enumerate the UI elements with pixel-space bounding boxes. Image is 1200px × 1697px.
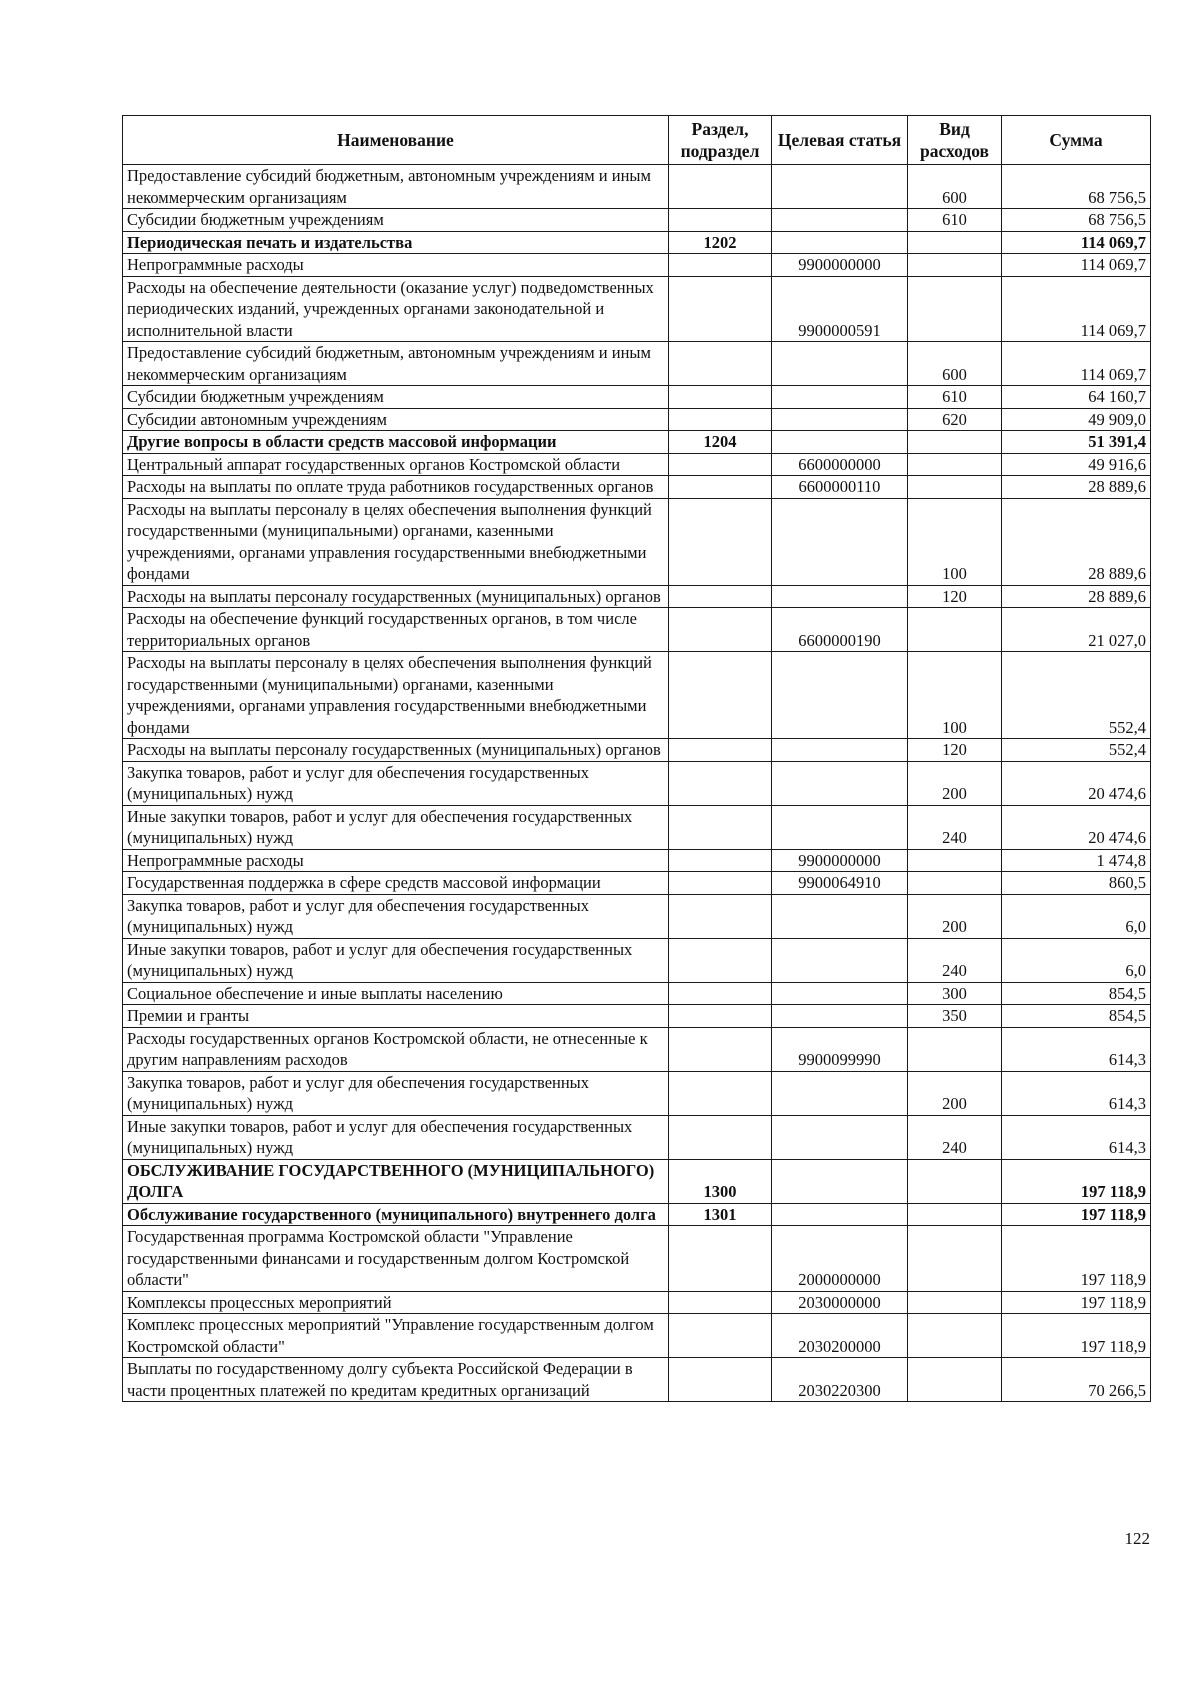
table-row	[123, 585, 1151, 608]
row-type-cell	[908, 1159, 1002, 1203]
table-row	[123, 1005, 1151, 1028]
row-section-cell	[669, 408, 772, 431]
table-header-row	[123, 116, 1151, 165]
table-row	[123, 608, 1151, 652]
row-type-cell: 120	[908, 739, 1002, 762]
table-row	[123, 982, 1151, 1005]
row-sum-cell: 28 889,6	[1002, 585, 1151, 608]
table-row	[123, 498, 1151, 585]
row-sum-cell: 614,3	[1002, 1115, 1151, 1159]
row-article-cell: 2030220300	[772, 1358, 908, 1402]
table-row	[123, 849, 1151, 872]
row-sum-cell: 114 069,7	[1002, 254, 1151, 277]
table-row	[123, 1291, 1151, 1314]
table-row	[123, 476, 1151, 499]
table-row	[123, 1159, 1151, 1203]
table-row	[123, 231, 1151, 254]
table-row	[123, 1203, 1151, 1226]
row-sum-cell: 28 889,6	[1002, 476, 1151, 499]
row-article-cell	[772, 1005, 908, 1028]
row-type-cell: 200	[908, 894, 1002, 938]
table-row	[123, 1115, 1151, 1159]
row-type-cell	[908, 453, 1002, 476]
table-row	[123, 1226, 1151, 1292]
row-name-cell: Комплексы процессных мероприятий	[123, 1291, 669, 1314]
row-sum-cell: 1 474,8	[1002, 849, 1151, 872]
row-article-cell	[772, 1071, 908, 1115]
row-section-cell	[669, 585, 772, 608]
row-article-cell	[772, 231, 908, 254]
row-article-cell: 2000000000	[772, 1226, 908, 1292]
row-sum-cell: 68 756,5	[1002, 209, 1151, 232]
row-section-cell	[669, 1115, 772, 1159]
row-type-cell: 620	[908, 408, 1002, 431]
row-article-cell: 6600000110	[772, 476, 908, 499]
row-section-cell	[669, 342, 772, 386]
row-section-cell	[669, 276, 772, 342]
row-type-cell: 100	[908, 652, 1002, 739]
row-type-cell	[908, 1291, 1002, 1314]
row-article-cell	[772, 498, 908, 585]
row-type-cell	[908, 849, 1002, 872]
table-row	[123, 165, 1151, 209]
row-article-cell	[772, 739, 908, 762]
table-row	[123, 453, 1151, 476]
row-name-cell: Центральный аппарат государственных органов Костромской области	[123, 453, 669, 476]
header-section: Раздел, подраздел	[669, 116, 772, 165]
row-article-cell	[772, 585, 908, 608]
row-section-cell: 1300	[669, 1159, 772, 1203]
row-sum-cell: 6,0	[1002, 938, 1151, 982]
row-section-cell	[669, 1358, 772, 1402]
table-row	[123, 209, 1151, 232]
row-sum-cell: 51 391,4	[1002, 431, 1151, 454]
row-sum-cell: 197 118,9	[1002, 1291, 1151, 1314]
row-sum-cell: 552,4	[1002, 739, 1151, 762]
row-article-cell	[772, 982, 908, 1005]
row-type-cell: 350	[908, 1005, 1002, 1028]
row-article-cell	[772, 805, 908, 849]
row-section-cell	[669, 1005, 772, 1028]
row-sum-cell: 21 027,0	[1002, 608, 1151, 652]
row-type-cell	[908, 231, 1002, 254]
row-type-cell: 100	[908, 498, 1002, 585]
row-article-cell	[772, 1115, 908, 1159]
row-name-cell: Комплекс процессных мероприятий "Управление государственным долгом Костромской области"	[123, 1314, 669, 1358]
row-type-cell	[908, 276, 1002, 342]
row-type-cell: 200	[908, 1071, 1002, 1115]
row-name-cell: Расходы на обеспечение функций государственных органов, в том числе территориальных органов	[123, 608, 669, 652]
row-article-cell: 9900099990	[772, 1027, 908, 1071]
row-sum-cell: 197 118,9	[1002, 1314, 1151, 1358]
row-article-cell	[772, 431, 908, 454]
row-article-cell: 9900064910	[772, 872, 908, 895]
row-name-cell: Государственная программа Костромской области "Управление государственными финансами и государственным долгом Костромской области"	[123, 1226, 669, 1292]
row-section-cell	[669, 805, 772, 849]
table-row	[123, 1027, 1151, 1071]
row-section-cell: 1301	[669, 1203, 772, 1226]
header-type: Вид расходов	[908, 116, 1002, 165]
table-row	[123, 1071, 1151, 1115]
row-article-cell	[772, 761, 908, 805]
row-name-cell: Непрограммные расходы	[123, 254, 669, 277]
header-sum: Сумма	[1002, 116, 1151, 165]
row-name-cell: Государственная поддержка в сфере средств массовой информации	[123, 872, 669, 895]
table-row	[123, 386, 1151, 409]
row-sum-cell: 860,5	[1002, 872, 1151, 895]
row-section-cell	[669, 1226, 772, 1292]
row-name-cell: Расходы на выплаты по оплате труда работников государственных органов	[123, 476, 669, 499]
row-name-cell: Расходы на выплаты персоналу государственных (муниципальных) органов	[123, 585, 669, 608]
row-section-cell	[669, 476, 772, 499]
row-name-cell: Премии и гранты	[123, 1005, 669, 1028]
row-type-cell	[908, 1226, 1002, 1292]
row-section-cell	[669, 453, 772, 476]
table-row	[123, 761, 1151, 805]
table-row	[123, 1314, 1151, 1358]
row-article-cell: 9900000000	[772, 254, 908, 277]
row-sum-cell: 28 889,6	[1002, 498, 1151, 585]
row-article-cell: 2030000000	[772, 1291, 908, 1314]
table-row	[123, 872, 1151, 895]
row-sum-cell: 614,3	[1002, 1071, 1151, 1115]
row-type-cell	[908, 608, 1002, 652]
row-name-cell: Иные закупки товаров, работ и услуг для обеспечения государственных (муниципальных) нужд	[123, 1115, 669, 1159]
row-sum-cell: 49 909,0	[1002, 408, 1151, 431]
table-row	[123, 805, 1151, 849]
row-section-cell	[669, 894, 772, 938]
row-name-cell: Иные закупки товаров, работ и услуг для обеспечения государственных (муниципальных) нужд	[123, 805, 669, 849]
row-article-cell: 2030200000	[772, 1314, 908, 1358]
table-row	[123, 276, 1151, 342]
row-section-cell	[669, 1291, 772, 1314]
row-sum-cell: 552,4	[1002, 652, 1151, 739]
row-type-cell	[908, 254, 1002, 277]
row-sum-cell: 614,3	[1002, 1027, 1151, 1071]
row-article-cell	[772, 1159, 908, 1203]
table-row	[123, 254, 1151, 277]
row-type-cell: 240	[908, 805, 1002, 849]
row-type-cell: 600	[908, 342, 1002, 386]
row-article-cell: 9900000591	[772, 276, 908, 342]
row-name-cell: Обслуживание государственного (муниципального) внутреннего долга	[123, 1203, 669, 1226]
row-name-cell: Периодическая печать и издательства	[123, 231, 669, 254]
table-row	[123, 431, 1151, 454]
row-section-cell	[669, 386, 772, 409]
header-name: Наименование	[123, 116, 669, 165]
row-name-cell: Закупка товаров, работ и услуг для обеспечения государственных (муниципальных) нужд	[123, 894, 669, 938]
row-type-cell	[908, 1358, 1002, 1402]
row-type-cell: 600	[908, 165, 1002, 209]
row-article-cell	[772, 386, 908, 409]
row-name-cell: Расходы на выплаты персоналу государственных (муниципальных) органов	[123, 739, 669, 762]
row-article-cell	[772, 894, 908, 938]
row-section-cell	[669, 1071, 772, 1115]
row-sum-cell: 197 118,9	[1002, 1159, 1151, 1203]
row-sum-cell: 6,0	[1002, 894, 1151, 938]
page-number: 122	[1124, 1529, 1150, 1548]
row-section-cell: 1204	[669, 431, 772, 454]
row-type-cell: 240	[908, 938, 1002, 982]
row-article-cell	[772, 165, 908, 209]
row-section-cell	[669, 652, 772, 739]
row-sum-cell: 20 474,6	[1002, 805, 1151, 849]
row-article-cell	[772, 342, 908, 386]
row-section-cell	[669, 608, 772, 652]
table-row	[123, 342, 1151, 386]
row-article-cell: 9900000000	[772, 849, 908, 872]
row-sum-cell: 197 118,9	[1002, 1203, 1151, 1226]
row-type-cell	[908, 872, 1002, 895]
row-type-cell: 610	[908, 386, 1002, 409]
row-section-cell	[669, 761, 772, 805]
row-sum-cell: 20 474,6	[1002, 761, 1151, 805]
row-name-cell: Непрограммные расходы	[123, 849, 669, 872]
row-section-cell	[669, 1027, 772, 1071]
row-name-cell: Субсидии автономным учреждениям	[123, 408, 669, 431]
row-article-cell	[772, 408, 908, 431]
row-article-cell	[772, 209, 908, 232]
row-article-cell	[772, 938, 908, 982]
row-name-cell: Социальное обеспечение и иные выплаты населению	[123, 982, 669, 1005]
row-name-cell: Предоставление субсидий бюджетным, автономным учреждениям и иным некоммерческим организациям	[123, 165, 669, 209]
row-sum-cell: 64 160,7	[1002, 386, 1151, 409]
row-type-cell	[908, 1203, 1002, 1226]
row-section-cell	[669, 849, 772, 872]
row-type-cell	[908, 431, 1002, 454]
row-name-cell: Выплаты по государственному долгу субъекта Российской Федерации в части процентных платежей по кредитам кредитных организаций	[123, 1358, 669, 1402]
row-sum-cell: 49 916,6	[1002, 453, 1151, 476]
row-sum-cell: 197 118,9	[1002, 1226, 1151, 1292]
row-type-cell: 610	[908, 209, 1002, 232]
table-row	[123, 652, 1151, 739]
row-name-cell: Расходы на выплаты персоналу в целях обеспечения выполнения функций государственными (муниципальными) органами, казенными учреждениями, органами управления государственными внебюджетными фондами	[123, 652, 669, 739]
budget-table-container	[122, 115, 1150, 1402]
row-name-cell: Предоставление субсидий бюджетным, автономным учреждениям и иным некоммерческим организациям	[123, 342, 669, 386]
row-section-cell	[669, 498, 772, 585]
row-name-cell: Закупка товаров, работ и услуг для обеспечения государственных (муниципальных) нужд	[123, 1071, 669, 1115]
row-type-cell	[908, 1314, 1002, 1358]
row-section-cell	[669, 165, 772, 209]
row-sum-cell: 114 069,7	[1002, 276, 1151, 342]
row-type-cell: 240	[908, 1115, 1002, 1159]
row-section-cell: 1202	[669, 231, 772, 254]
row-sum-cell: 114 069,7	[1002, 342, 1151, 386]
row-section-cell	[669, 938, 772, 982]
row-section-cell	[669, 209, 772, 232]
row-section-cell	[669, 739, 772, 762]
row-section-cell	[669, 1314, 772, 1358]
row-sum-cell: 114 069,7	[1002, 231, 1151, 254]
row-type-cell	[908, 476, 1002, 499]
row-type-cell	[908, 1027, 1002, 1071]
row-name-cell: Субсидии бюджетным учреждениям	[123, 209, 669, 232]
table-row	[123, 739, 1151, 762]
row-name-cell: Расходы на обеспечение деятельности (оказание услуг) подведомственных периодических изданий, учрежденных органами законодательной и исполнительной власти	[123, 276, 669, 342]
row-sum-cell: 854,5	[1002, 982, 1151, 1005]
row-type-cell: 200	[908, 761, 1002, 805]
table-row	[123, 1358, 1151, 1402]
row-name-cell: Закупка товаров, работ и услуг для обеспечения государственных (муниципальных) нужд	[123, 761, 669, 805]
row-article-cell	[772, 1203, 908, 1226]
row-type-cell: 300	[908, 982, 1002, 1005]
row-section-cell	[669, 254, 772, 277]
row-section-cell	[669, 872, 772, 895]
row-article-cell: 6600000190	[772, 608, 908, 652]
header-article: Целевая статья	[772, 116, 908, 165]
row-name-cell: Расходы государственных органов Костромской области, не отнесенные к другим направлениям расходов	[123, 1027, 669, 1071]
table-body	[123, 165, 1151, 1402]
table-row	[123, 894, 1151, 938]
row-sum-cell: 854,5	[1002, 1005, 1151, 1028]
row-name-cell: ОБСЛУЖИВАНИЕ ГОСУДАРСТВЕННОГО (МУНИЦИПАЛЬНОГО) ДОЛГА	[123, 1159, 669, 1203]
row-section-cell	[669, 982, 772, 1005]
row-name-cell: Расходы на выплаты персоналу в целях обеспечения выполнения функций государственными (муниципальными) органами, казенными учреждениями, органами управления государственными внебюджетными фондами	[123, 498, 669, 585]
row-name-cell: Иные закупки товаров, работ и услуг для обеспечения государственных (муниципальных) нужд	[123, 938, 669, 982]
table-row	[123, 938, 1151, 982]
row-name-cell: Субсидии бюджетным учреждениям	[123, 386, 669, 409]
row-sum-cell: 70 266,5	[1002, 1358, 1151, 1402]
budget-table	[122, 115, 1151, 1402]
row-article-cell: 6600000000	[772, 453, 908, 476]
row-name-cell: Другие вопросы в области средств массовой информации	[123, 431, 669, 454]
table-row	[123, 408, 1151, 431]
row-sum-cell: 68 756,5	[1002, 165, 1151, 209]
row-article-cell	[772, 652, 908, 739]
row-type-cell: 120	[908, 585, 1002, 608]
